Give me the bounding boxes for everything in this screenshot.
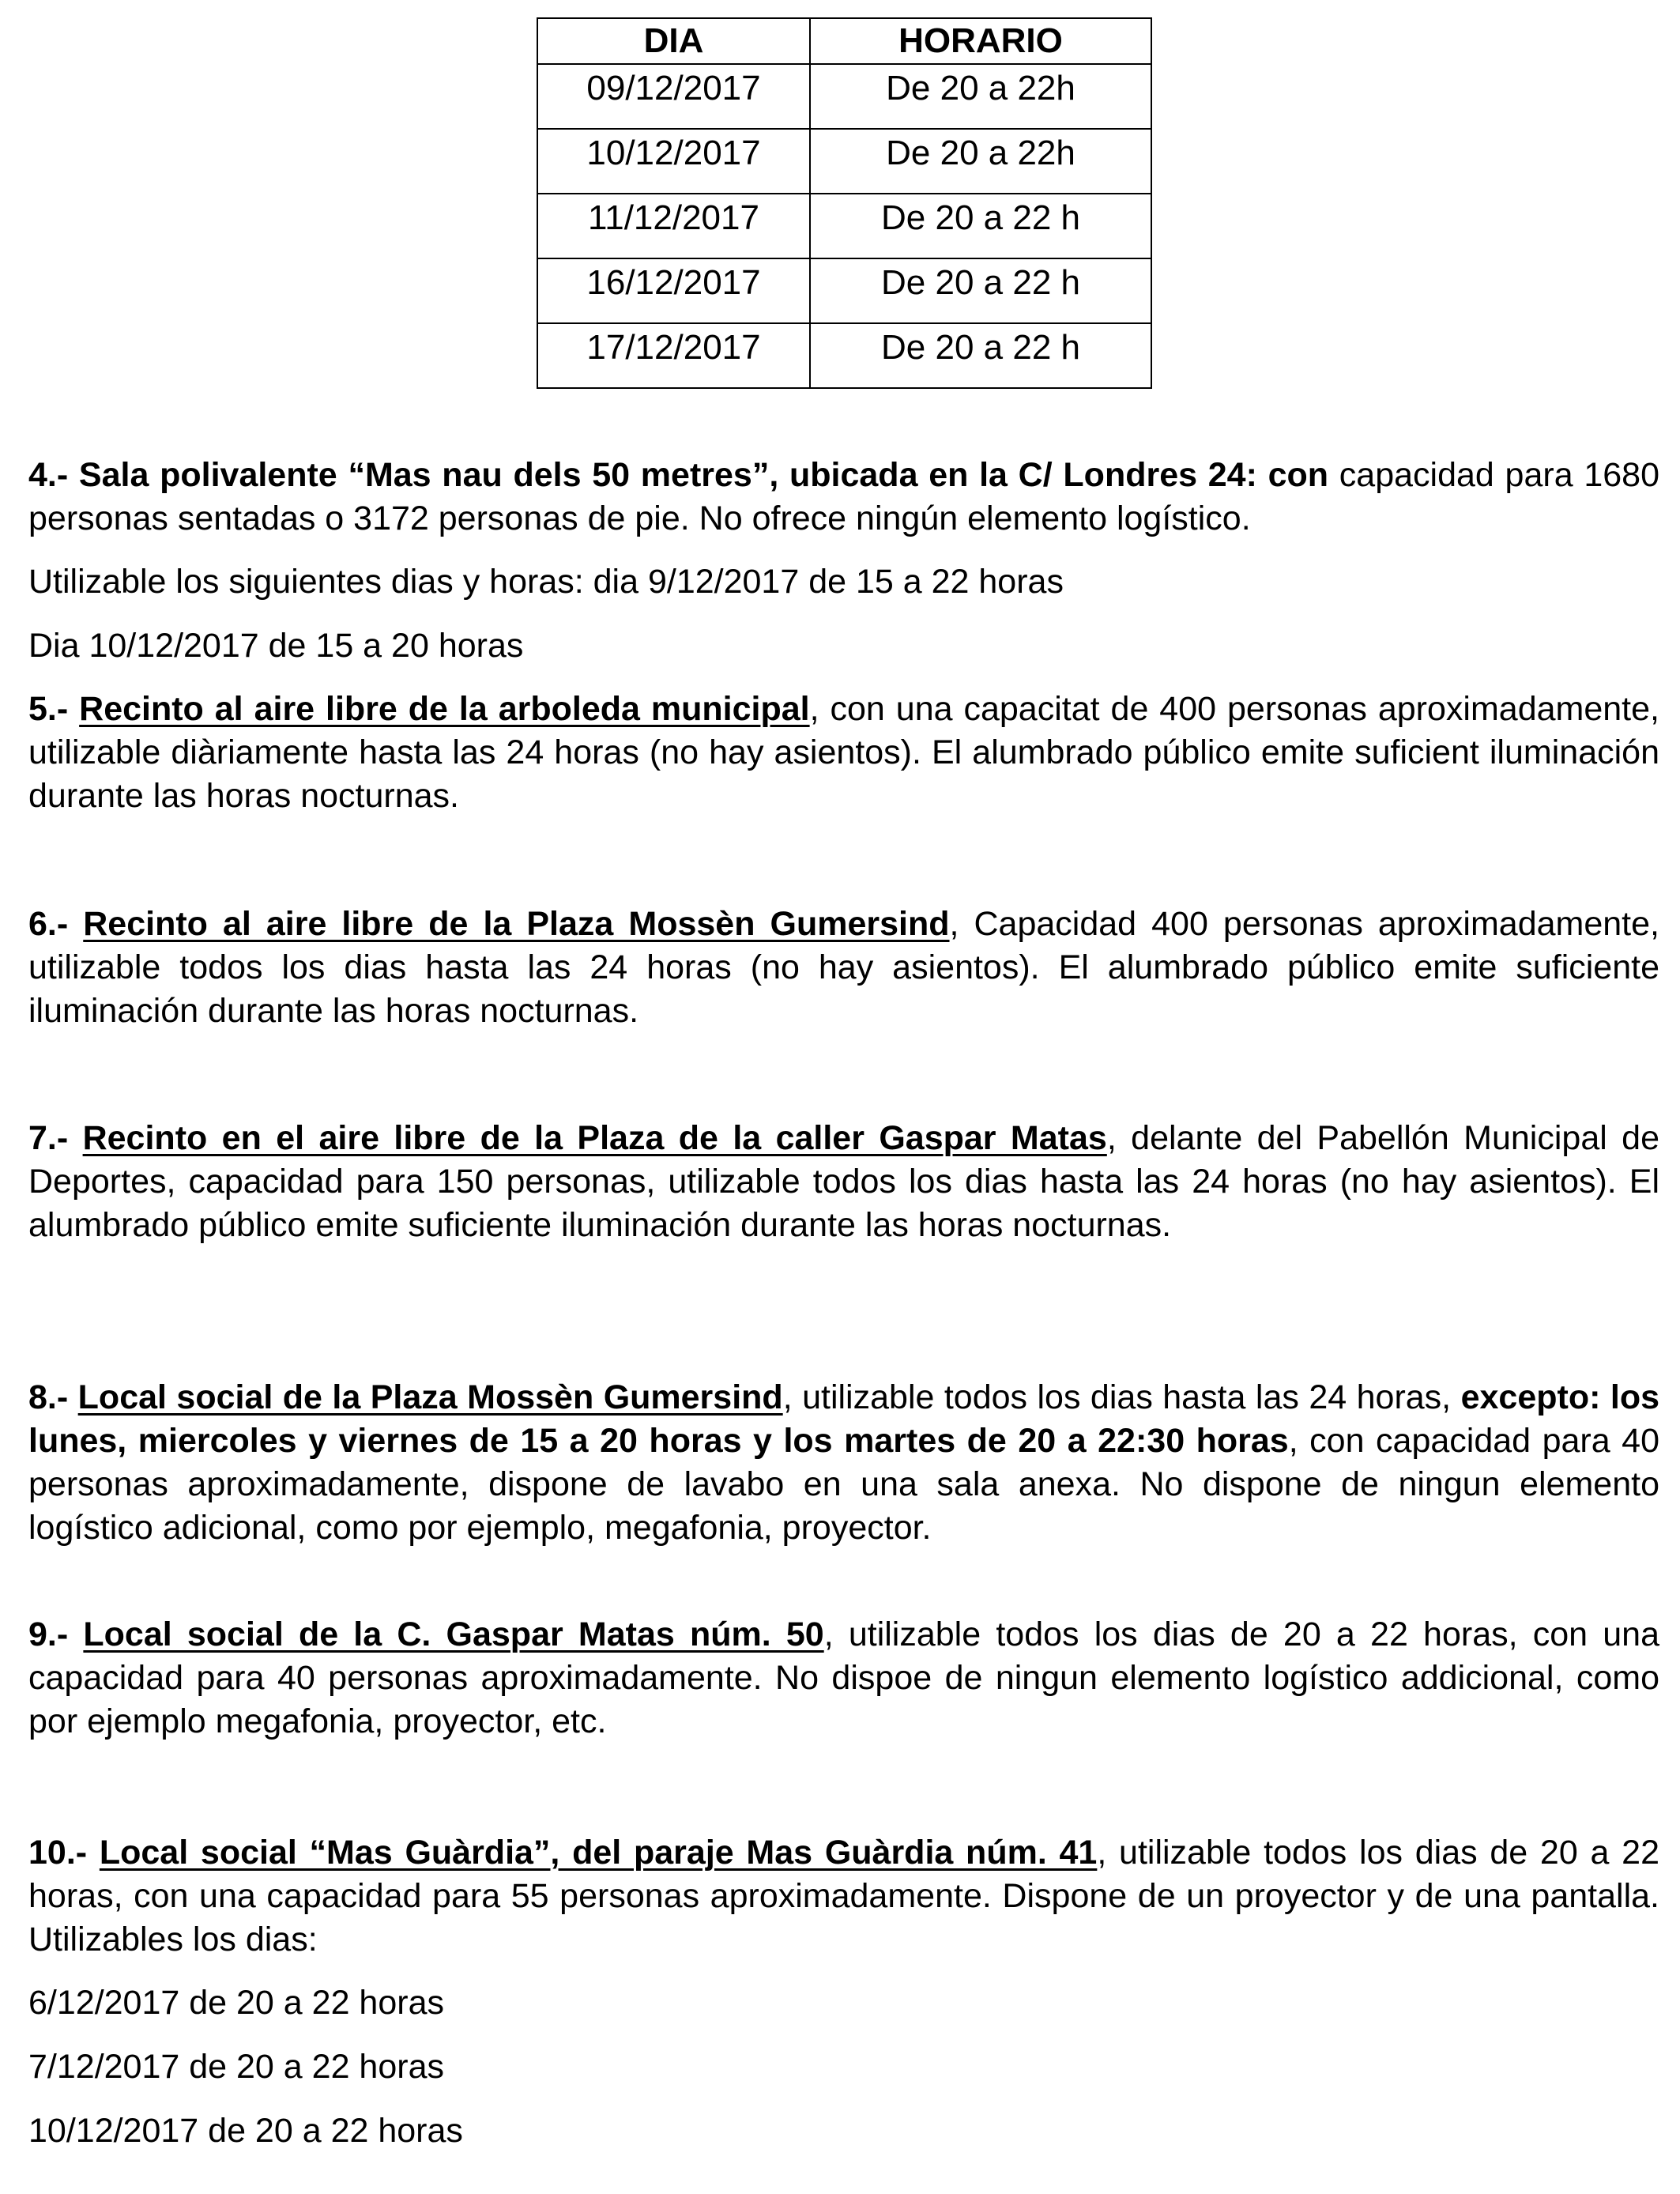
item-5-title: Recinto al aire libre de la arboleda municipal [79,690,810,728]
item-7-text: , delante del Pabellón Municipal de Deportes, capacidad para 150 personas, utilizable todos los dias hasta las 24 horas (no hay asientos). El alumbrado público emite suficiente iluminación durante las horas nocturnas. [28,1119,1660,1244]
item-9-text: , utilizable todos los dias de 20 a 22 horas, con una capacidad para 40 personas aproximadamente. No dispoe de ningun elemento logístico addicional, como por ejemplo megafonia, proyector, etc. [28,1615,1659,1740]
item-4-date: Dia 10/12/2017 de 15 a 20 horas [28,627,524,665]
table-row [537,323,1151,388]
schedule-table [537,17,1152,389]
cell-dia: 11/12/2017 [537,194,810,258]
item-6-number: 6.- [28,905,69,943]
cell-horario: De 20 a 22 h [810,194,1151,258]
item-9-paragraph [28,1613,1659,1744]
item-5-text: , con una capacitat de 400 personas aproximadamente, utilizable diàriamente hasta las 24 horas (no hay asientos). El alumbrado público emite suficient iluminación durante las horas nocturnas. [28,690,1659,815]
table-row [537,194,1151,258]
item-8-exceptions: excepto: los lunes, miercoles y viernes de 15 a 20 horas y los martes de 20 a 22:30 horas [28,1378,1660,1460]
cell-dia: 09/12/2017 [537,64,810,129]
item-7-paragraph [28,1117,1659,1247]
item-10-title: Local social “Mas Guàrdia”, del paraje Mas Guàrdia núm. 41 [99,1834,1098,1872]
item-4-number: 4.- [28,456,69,494]
item-10-text: , utilizable todos los dias de 20 a 22 horas, con una capacidad para 55 personas aproximadamente. Dispone de un proyector y de una pantalla. Utilizables los dias: [28,1834,1659,1958]
item-6-title: Recinto al aire libre de la Plaza Mossèn Gumersind [83,905,950,943]
item-10-date: 7/12/2017 de 20 a 22 horas [28,2048,444,2086]
item-8-text: , utilizable todos los dias hasta las 24 horas, [782,1378,1461,1416]
cell-horario: De 20 a 22 h [810,323,1151,388]
item-7-title: Recinto en el aire libre de la Plaza de la caller Gaspar Matas [82,1119,1107,1157]
cell-dia: 10/12/2017 [537,129,810,194]
cell-horario: De 20 a 22 h [810,258,1151,323]
header-horario: HORARIO [810,18,1151,64]
table-row [537,129,1151,194]
item-6-text: , Capacidad 400 personas aproximadamente, utilizable todos los dias hasta las 24 horas (no hay asientos). El alumbrado público emite suficiente iluminación durante las horas nocturnas. [28,905,1659,1030]
header-dia: DIA [537,18,810,64]
item-10-paragraph [28,1831,1659,1962]
cell-horario: De 20 a 22h [810,129,1151,194]
item-8-paragraph [28,1376,1659,1550]
item-8-title: Local social de la Plaza Mossèn Gumersind [77,1378,783,1416]
table-row [537,64,1151,129]
item-6-paragraph [28,903,1659,1033]
item-8-text-2: , con capacidad para 40 personas aproximadamente, dispone de lavabo en una sala anexa. No dispone de ningun elemento logístico adicional, como por ejemplo, megafonia, proyector. [28,1422,1659,1547]
item-9-number: 9.- [28,1615,69,1653]
item-4-text: capacidad para 1680 personas sentadas o 3172 personas de pie. No ofrece ningún elemento logístico. [28,456,1660,537]
item-9-title: Local social de la C. Gaspar Matas núm. 50 [83,1615,824,1653]
item-8-number: 8.- [28,1378,69,1416]
cell-dia: 16/12/2017 [537,258,810,323]
item-4-availability: Utilizable los siguientes dias y horas: dia 9/12/2017 de 15 a 22 horas [28,563,1064,601]
item-4-paragraph [28,454,1659,541]
cell-dia: 17/12/2017 [537,323,810,388]
item-7-number: 7.- [28,1119,69,1157]
table-row [537,258,1151,323]
cell-horario: De 20 a 22h [810,64,1151,129]
item-10-number: 10.- [28,1834,88,1872]
item-5-paragraph [28,688,1659,818]
item-10-date: 10/12/2017 de 20 a 22 horas [28,2112,463,2150]
item-10-date: 6/12/2017 de 20 a 22 horas [28,1984,444,2022]
table-header-row [537,18,1151,64]
item-5-number: 5.- [28,690,69,728]
item-4-title: Sala polivalente “Mas nau dels 50 metres”, ubicada en la C/ Londres 24: con [78,456,1329,494]
